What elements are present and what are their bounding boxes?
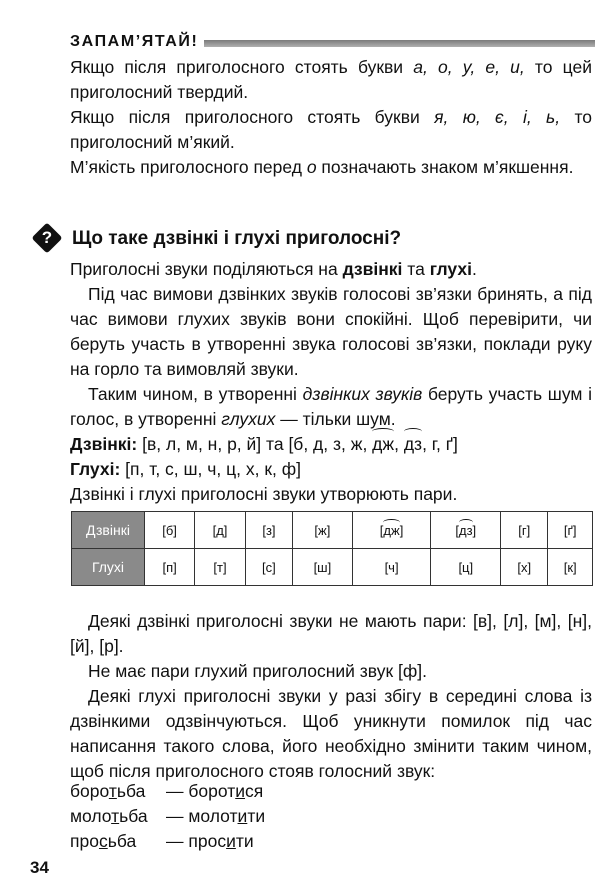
table-cell: [ч] <box>352 549 431 586</box>
unpaired-voiceless: Не має пари глухий приголосний звук [ф]. <box>88 661 427 681</box>
table-cell: [х] <box>501 549 548 586</box>
section-intro: Приголосні звуки поділяються на дзвінкі та глухі. <box>70 259 477 279</box>
voiceless-list: Глухі: [п, т, с, ш, ч, ц, х, к, ф] <box>70 459 301 479</box>
table-cell: [ш] <box>293 549 353 586</box>
table-cell: [дж] <box>352 512 431 549</box>
section-conclusion: Таким чином, в утворенні дзвінких звуків беруть участь шум і голос, в утворенні глухих — тільки шум. <box>70 384 593 429</box>
table-cell: [д] <box>195 512 246 549</box>
example-item: просьба — просити <box>70 831 254 851</box>
remember-title: ЗАПАМ’ЯТАЙ! <box>70 33 199 50</box>
remember-rule-soft: Якщо після приголосного стоять букви я, ю, є, і, ь, то приголосний м’який. <box>70 107 593 152</box>
section-explanation: Під час вимови дзвінких звуків голосові зв’язки бринять, а під час вимови глухих звуків вони спокійні. Щоб перевірити, чи беруть участь в утворенні звука голосові зв’язки, поклади руку на горло та вимовляй звуки. <box>70 284 592 379</box>
example-item: молотьба — молотити <box>70 806 266 826</box>
table-cell: [ж] <box>293 512 353 549</box>
table-row-voiceless <box>72 549 593 586</box>
remember-rule-hard: Якщо після приголосного стоять букви а, о, у, е, и, то цей приголосний твердий. <box>70 57 592 102</box>
section-title: Що таке дзвінкі і глухі приголосні? <box>72 228 402 249</box>
assimilation-rule: Деякі глухі приголосні звуки у разі збігу в середині слова із дзвінкими одзвінчуються. Щоб уникнути помилок під час написання такого слова, його необхідно змінити таким чином, щоб після приголосного стояв голосний звук: <box>70 686 592 781</box>
page-number: 34 <box>30 858 49 877</box>
remember-header <box>70 31 595 53</box>
table-header-voiceless: Глухі <box>72 549 145 586</box>
table-cell: [дз] <box>431 512 501 549</box>
table-cell: [ґ] <box>548 512 593 549</box>
example-item: боротьба — боротися <box>70 781 264 801</box>
header-rule <box>204 40 595 47</box>
table-cell: [т] <box>195 549 246 586</box>
unpaired-voiced: Деякі дзвінкі приголосні звуки не мають пари: [в], [л], [м], [н], [й], [р]. <box>70 611 592 656</box>
pairs-note: Дзвінкі і глухі приголосні звуки утворюють пари. <box>70 484 458 504</box>
table-cell: [г] <box>501 512 548 549</box>
table-cell: [к] <box>548 549 593 586</box>
table-header-voiced: Дзвінкі <box>72 512 145 549</box>
table-cell: [п] <box>145 549 195 586</box>
table-cell: [с] <box>245 549 292 586</box>
voiced-list: Дзвінкі: [в, л, м, н, р, й] та [б, д, з, ж, дж, дз, г, ґ] <box>70 432 592 457</box>
table-cell: [ц] <box>431 549 501 586</box>
table-cell: [б] <box>145 512 195 549</box>
table-row-voiced <box>72 512 593 549</box>
remember-rule-softsign: М’якість приголосного перед о позначають знаком м’якшення. <box>70 157 574 177</box>
question-mark-icon: ? <box>41 228 53 247</box>
pairs-table <box>71 511 593 586</box>
table-cell: [з] <box>245 512 292 549</box>
